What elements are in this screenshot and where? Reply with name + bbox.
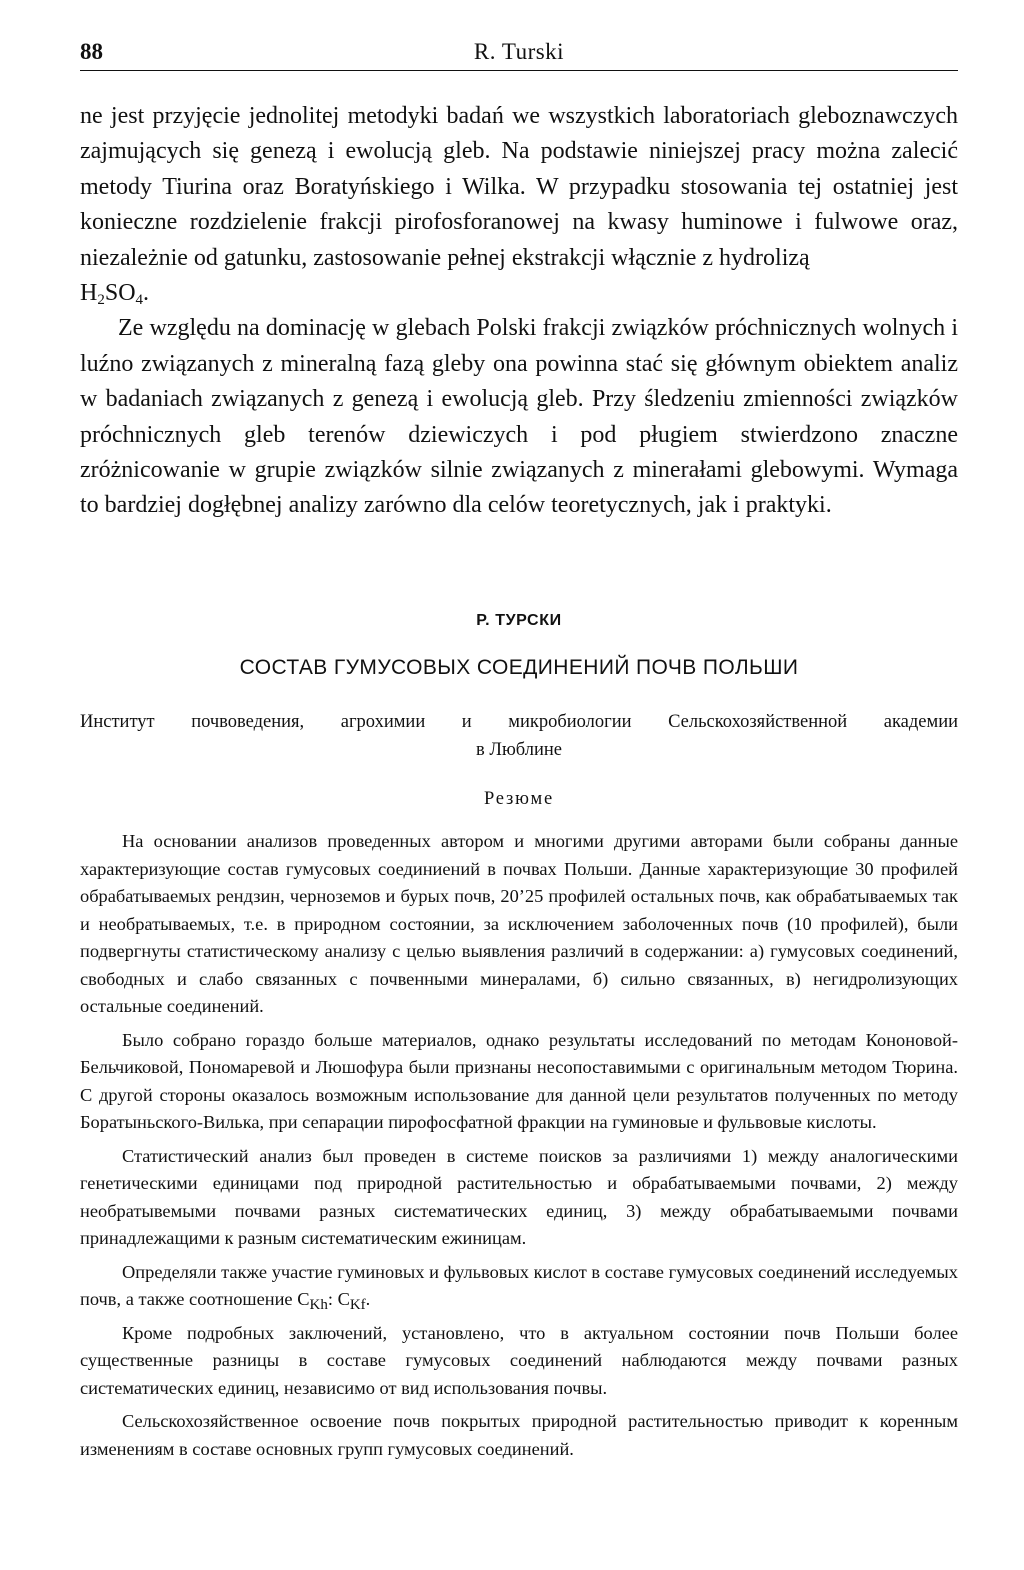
polish-paragraph-1 (80, 99, 958, 311)
running-head: R. Turski (473, 39, 565, 64)
summary-author: Р. ТУРСКИ (476, 612, 562, 629)
polish-paragraph-2: Ze względu na dominację w glebach Polski frakcji związków próchnicznych wolnych i luźno związanych z mineralną fazą gleby ona powinna stać się głównym obiektem analiz w badaniach związanych z genezą i ewolucją gleb. Przy śledzeniu zmienności związków próchnicznych gleb terenów dziewiczych i pod pługiem stwierdzono znaczne zróżnicowanie w grupie związków silnie związanych z minerałami glebowymi. Wymaga to bardziej dogłębnej analizy zarówno dla celów teoretycznych, jak i praktyki. (80, 315, 958, 519)
summary-paragraph-2: Было собрано гораздо больше материалов, однако результаты исследований по методам Кононовой-Бельчиковой, Пономаревой и Люшофура были признаны несопоставимыми с оригинальным методом Тюрина. С другой стороны оказалось возможным использование для данной цели результатов полученных по методу Боратыньского-Вилька, при сепарации пирофосфатной фракции на гуминовые и фульвовые кислоты. (80, 1029, 958, 1132)
page-number: 88 (80, 39, 103, 64)
summary-paragraph-5: Кроме подробных заключений, установлено, что в актуальном состоянии почв Польши более существенные разницы в составе гумусовых соединений наблюдаются между почвами разных систематических единиц, независимо от вид использования почвы. (80, 1322, 958, 1398)
summary-paragraph-4: Определяли также участие гуминовых и фульвовых кислот в составе гумусовых соединений исследуемых почв, а также соотношение $C_{Kh}$: $C_{Kf}$. (80, 1261, 958, 1313)
polish-conclusion-text (80, 99, 958, 524)
summary-paragraph-1: На основании анализов проведенных автором и многими другими авторами были собраны данные характеризующие состав гумусовых соединиений в почвах Польши. Данные характеризующие 30 профилей обрабатываемых рендзин, черноземов и бурых почв, 20’25 профилей остальных почв, как обрабатываемых так и необратываемых, т.е. в природном состоянии, за исключением заболоченных почв (10 профилей), были подвергнуты статистическому анализу с целью выявления различий в содержании: а) гумусовых соединений, свободных и слабо связанных с почвенными минералами, б) сильно связанных, в) негидролизующих остальные соединений. (80, 831, 958, 1016)
summary-title: СОСТАВ ГУМУСОВЫХ СОЕДИНЕНИЙ ПОЧВ ПОЛЬШИ (239, 656, 799, 679)
chemical-formula: $H_2SO_4$. (80, 280, 150, 309)
header-rule (80, 70, 958, 71)
russian-summary-text (80, 828, 958, 1469)
polish-paragraph-1-text: ne jest przyjęcie jednolitej metodyki badań we wszystkich laboratoriach gleboznawczych zajmujących się genezą i ewolucją gleb. Na podstawie niniejszej pracy można zalecić metody Tiurina oraz Boratyńskiego i Wilka. W przypadku stosowania tej ostatniej jest konieczne rozdzielenie frakcji pirofosforanowej na kwasy huminowe i fulwowe oraz, niezależnie od gatunku, zastosowanie pełnej ekstrakcji włącznie z hydrolizą (80, 103, 958, 271)
summary-paragraph-6: Сельскохозяйственное освоение почв покрытых природной растительностью приводит к коренным изменениям в составе основных групп гумусовых соединений. (80, 1411, 958, 1459)
page-header (80, 38, 958, 70)
summary-affiliation (80, 708, 958, 764)
summary-heading: Резюме (483, 789, 555, 809)
affiliation-line-2: в Люблине (476, 740, 562, 760)
summary-paragraph-3: Статистический анализ был проведен в системе поисков за различиями 1) между аналогическими генетическими единицами под природной растительностью и обрабатываемыми почвами, 2) между необратывемыми почвами разных систематических единиц, 3) между обрабатываемыми почвами принадлежащими к разным систематическим ежиницам. (80, 1145, 958, 1248)
affiliation-line-1: Институт почвоведения, агрохимии и микробиологии Сельскохозяйственной академии (80, 712, 958, 732)
